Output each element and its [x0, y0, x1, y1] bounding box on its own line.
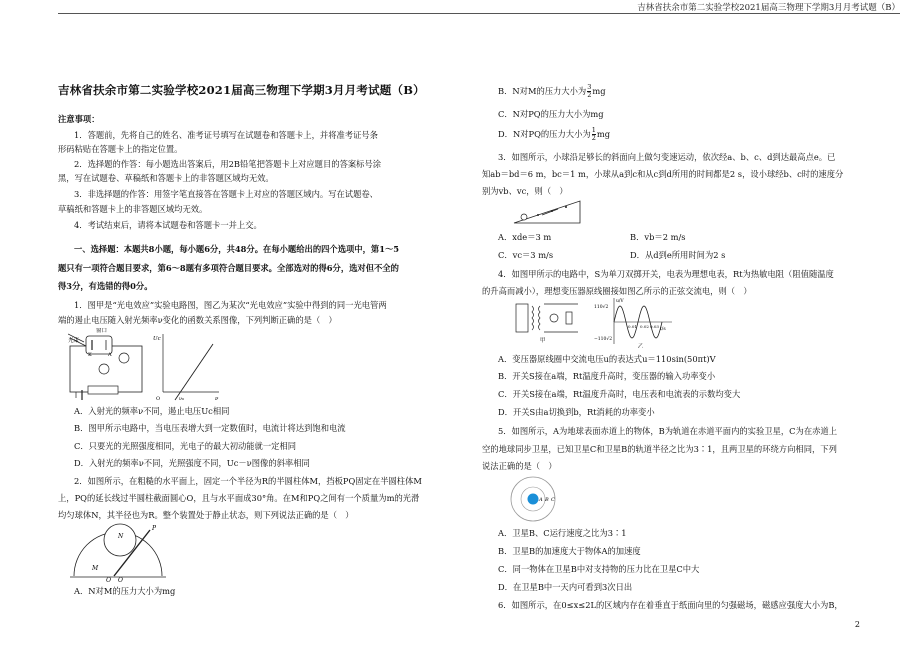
u-min-label: −110√2	[594, 337, 613, 342]
q3-stem: 3．如图所示，小球沿足够长的斜面向上做匀变速运动，依次经a、b、c、d到达最高点e。已	[498, 152, 836, 162]
fraction-tail: mg	[596, 128, 611, 139]
section-heading: 一、选择题：本题共8小题，每小题6分，共48分。在每小题给出的四个选项中，第1～5	[74, 244, 400, 254]
q4-transformer-circuit	[512, 298, 582, 344]
q4-sine-graph	[594, 296, 674, 348]
ball-n-label: N	[118, 533, 124, 540]
notice-line: 黑，写在试题卷、草稿纸和答题卡上的非答题区域均无效。	[58, 173, 274, 183]
notice-line: 4．考试结束后，请将本试题卷和答题卡一并上交。	[74, 220, 262, 230]
notice-line: 2．选择题的作答：每小题选出答案后，用2B铅笔把答题卡上对应题目的答案标号涂	[74, 159, 382, 169]
fraction-denominator: 2	[591, 133, 596, 142]
q3-stem: 知ab＝bd＝6 m，bc＝1 m，小球从a到c和从c到d所用的时间都是2 s，设小球经b、c时的速度分	[482, 169, 844, 179]
running-title: 吉林省扶余市第二实验学校2021届高三物理下学期3月月考试题（B）	[637, 3, 900, 13]
q2-option-a: A．N对M的压力大小为mg	[74, 586, 176, 596]
cathode-label: K	[88, 352, 92, 358]
q3-stem: 别为vb、vc，则（ ）	[482, 186, 568, 196]
nu0-label: ν₀	[179, 396, 185, 402]
center-o-label: O	[118, 577, 123, 582]
board-p-label: P	[152, 525, 157, 532]
satellite-c-label: C	[551, 497, 555, 503]
q1-uc-nu-graph	[153, 330, 223, 402]
q2-hemisphere-figure	[68, 520, 168, 582]
notice-line: 3．非选择题的作答：用签字笔直接答在答题卡上对应的答题区域内。写在试题卷、	[74, 189, 378, 199]
notice-line: 草稿纸和答题卡上的非答题区域均无效。	[58, 204, 208, 214]
q3-option-c: C．vc＝3 m/s	[498, 250, 554, 260]
satellite-b-label: B	[545, 497, 549, 503]
hemisphere-m-label: M	[92, 565, 99, 572]
tick-label: 0.02	[640, 324, 649, 329]
t-axis-label: t/s	[660, 327, 666, 332]
uc-axis-label: Uc	[153, 336, 161, 342]
section-line: 题只有一项符合题目要求，第6～8题有多项符合题目要求。全部选对的得6分，选对但不全的	[58, 263, 399, 273]
q4-stem: 4．如图甲所示的电路中，S为单刀双掷开关，电表为理想电表，Rt为热敏电阻（阻值随温度	[498, 269, 834, 279]
fraction-numerator: 1	[591, 126, 596, 134]
fraction-denominator: 2	[587, 90, 592, 99]
q5-stem: 空的地球同步卫星，已知卫星C和卫星B的轨道半径之比为3∶1，且两卫星的环绕方向相同，下列	[482, 444, 837, 454]
window-label: 窗口	[96, 328, 108, 334]
notice-line: 形码粘贴在答题卡上的指定位置。	[58, 144, 183, 154]
q4-option-d: D．开关S由a切换到b，Rt消耗的功率变小	[498, 407, 655, 417]
q2-stem: 上，PQ的延长线过半圆柱截面圆心O，且与水平面成30°角。在M和PQ之间有一个质量为m的光滑	[58, 493, 420, 503]
notice-line: 1．答题前，先将自己的姓名、准考证号填写在试题卷和答题卡上，并将准考证号条	[74, 130, 378, 140]
q2-option-d	[482, 127, 610, 142]
page-header	[0, 0, 920, 14]
q2-option-b-text: B．N对M的压力大小为	[498, 85, 587, 96]
q5-orbit-figure	[508, 474, 558, 524]
origin-label: O	[156, 396, 161, 402]
q4-stem: 的升高而减小），理想变压器原线圈接如图乙所示的正弦交流电，则（ ）	[482, 286, 752, 296]
paper-title: 吉林省扶余市第二实验学校2021届高三物理下学期3月月考试题（B）	[58, 83, 425, 97]
q2-option-b	[482, 84, 606, 99]
notice-heading: 注意事项：	[58, 114, 100, 124]
u-max-label: 110√2	[594, 305, 609, 310]
q3-incline-figure	[512, 197, 582, 225]
q1-stem: 1．图甲是“光电效应”实验电路图，图乙为某次“光电效应”实验中得到的同一光电管两	[74, 300, 387, 310]
page-number: 2	[854, 620, 860, 629]
u-axis-label: u/V	[616, 299, 624, 304]
object-a-label: A	[539, 497, 543, 503]
q3-option-a: A．xde＝3 m	[498, 232, 552, 242]
tick-label: 0.01	[628, 324, 637, 329]
q1-option-c: C．只要光的光照强度相同，光电子的最大初动能就一定相同	[74, 441, 297, 451]
header-rule	[58, 13, 900, 14]
q1-option-d: D．入射光的频率ν不同，光照强度不同，Uc－ν图像的斜率相同	[74, 458, 310, 468]
figure-yi-label: 乙	[638, 344, 644, 348]
q5-option-c: C．同一物体在卫星B中对支持物的压力比在卫星C中大	[498, 564, 700, 574]
q3-option-b: B．vb＝2 m/s	[630, 232, 686, 242]
q4-option-c: C．开关S接在a端，Rt温度升高时，电压表和电流表的示数均变大	[498, 389, 741, 399]
q2-stem: 2．如图所示，在粗糙的水平面上，固定一个半径为R的半圆柱体M，挡板PQ固定在半圆柱体M	[74, 476, 422, 486]
tick-label: 0.03	[650, 324, 659, 329]
fraction	[587, 84, 591, 99]
q1-option-a: A．入射光的频率ν不同，遏止电压Uc相同	[74, 406, 230, 416]
q5-stem: 5．如图所示，A为地球表面赤道上的物体，B为轨道在赤道平面内的实验卫星，C为在赤道上	[498, 426, 838, 436]
q1-option-b: B．图甲所示电路中，当电压表增大到一定数值时，电流计将达到饱和电流	[74, 423, 346, 433]
q2-stem: 均匀球体N，其半径也为R。整个装置处于静止状态，则下列说法正确的是（ ）	[58, 510, 354, 520]
q5-stem: 说法正确的是（ ）	[482, 461, 557, 471]
figure-jia-label: 甲	[540, 338, 546, 344]
fraction-tail: mg	[592, 85, 606, 96]
q5-option-d: D．在卫星B中一天内可看到3次日出	[498, 582, 633, 592]
board-q-label: Q	[106, 577, 111, 582]
q3-option-d: D．从d到e所用时间为2 s	[630, 250, 726, 260]
anode-label: A	[108, 352, 112, 358]
q2-option-c: C．N对PQ的压力大小为mg	[498, 109, 604, 119]
light-label: 光束	[68, 338, 80, 344]
q5-option-b: B．卫星B的加速度大于物体A的加速度	[498, 546, 641, 556]
q2-option-d-text: D．N对PQ的压力大小为	[498, 128, 591, 139]
fraction	[592, 127, 596, 142]
section-line: 得3分，有选错的得0分。	[58, 281, 153, 291]
q6-stem: 6．如图所示，在0≤x≤2L的区域内存在着垂直于纸面向里的匀强磁场，磁感应强度大小为B，	[498, 600, 843, 610]
q4-option-a: A．变压器原线圈中交流电压u的表达式u＝110sin(50πt)V	[498, 354, 716, 364]
fraction-numerator: 3	[587, 83, 592, 91]
q5-option-a: A．卫星B、C运行速度之比为3∶1	[498, 528, 627, 538]
nu-axis-label: ν	[215, 396, 219, 402]
q1-stem: 端的遏止电压随入射光频率ν变化的函数关系图像，下列判断正确的是（ ）	[58, 315, 337, 325]
q4-option-b: B．开关S接在a端，Rt温度升高时，变压器的输入功率变小	[498, 371, 716, 381]
q1-circuit-figure	[68, 328, 161, 406]
